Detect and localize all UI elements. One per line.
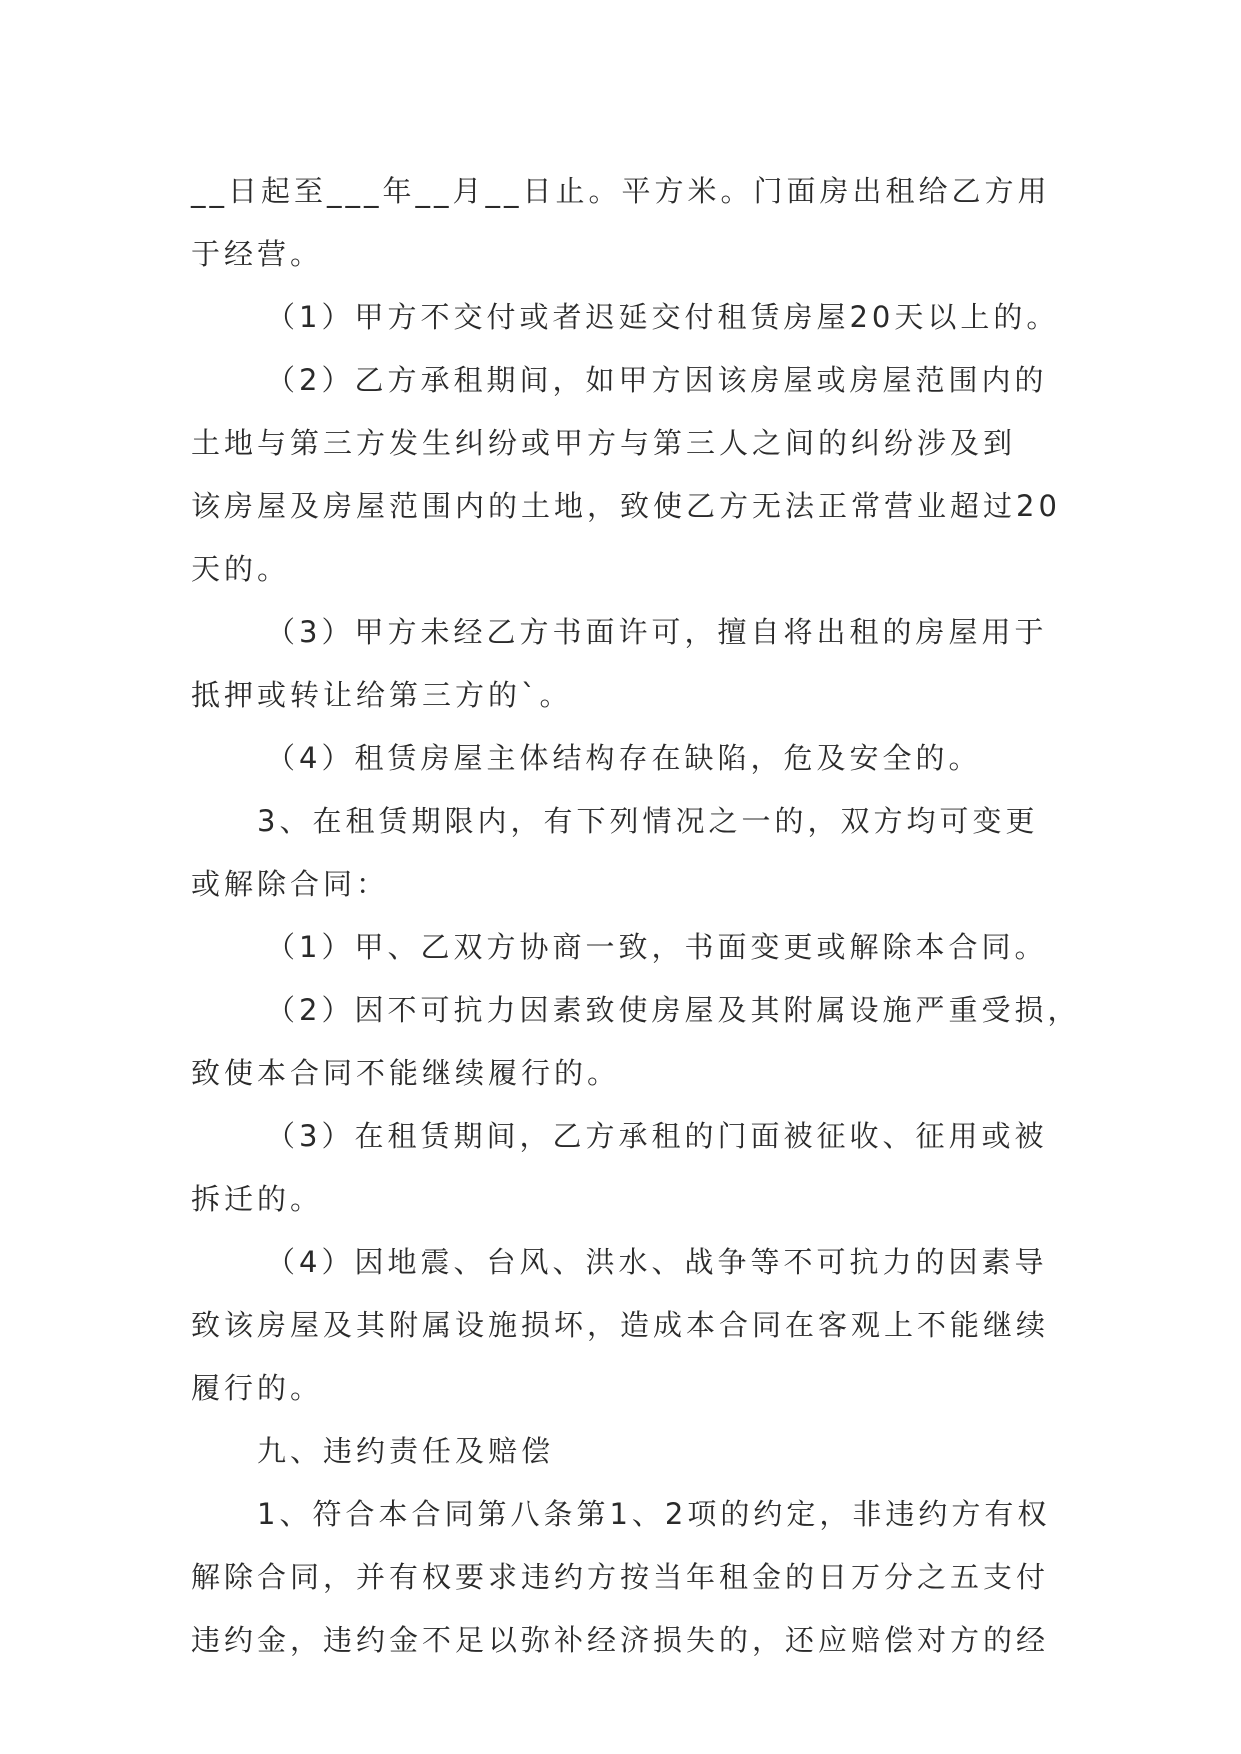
text-line: __日起至___年__月__日止。平方米。门面房出租给乙方用 [191, 174, 1051, 208]
text-line: （2）因不可抗力因素致使房屋及其附属设施严重受损， [266, 993, 1081, 1027]
text-line: 拆迁的。 [191, 1182, 324, 1216]
text-line: 该房屋及房屋范围内的土地，致使乙方无法正常营业超过20 [191, 489, 1061, 523]
text-line: 3、在租赁期限内，有下列情况之一的，双方均可变更 [257, 804, 1039, 838]
text-line: 致该房屋及其附属设施损坏，造成本合同在客观上不能继续 [191, 1308, 1050, 1342]
text-line: 或解除合同： [191, 867, 390, 901]
text-line: （1）甲、乙双方协商一致，书面变更或解除本合同。 [266, 930, 1048, 964]
document-body [191, 160, 1081, 1672]
text-line: 于经营。 [191, 237, 324, 271]
text-line: （3）在租赁期间，乙方承租的门面被征收、征用或被 [266, 1119, 1048, 1153]
text-line: （1）甲方不交付或者迟延交付租赁房屋20天以上的。 [266, 300, 1060, 334]
text-line: 天的。 [191, 552, 291, 586]
text-line: 致使本合同不能继续履行的。 [191, 1056, 621, 1090]
text-line: 土地与第三方发生纠纷或甲方与第三人之间的纠纷涉及到 [191, 426, 1017, 460]
text-line: 1、符合本合同第八条第1、2项的约定，非违约方有权 [257, 1497, 1051, 1531]
text-line: 违约金，违约金不足以弥补经济损失的，还应赔偿对方的经 [191, 1623, 1050, 1657]
text-line: （4）租赁房屋主体结构存在缺陷，危及安全的。 [266, 741, 982, 775]
text-line: 抵押或转让给第三方的`。 [191, 678, 573, 712]
text-line: （3）甲方未经乙方书面许可，擅自将出租的房屋用于 [266, 615, 1048, 649]
text-line: 解除合同，并有权要求违约方按当年租金的日万分之五支付 [191, 1560, 1050, 1594]
section-heading: 九、违约责任及赔偿 [257, 1434, 555, 1468]
text-line: （2）乙方承租期间，如甲方因该房屋或房屋范围内的 [266, 363, 1048, 397]
text-line: 履行的。 [191, 1371, 324, 1405]
text-line: （4）因地震、台风、洪水、战争等不可抗力的因素导 [266, 1245, 1048, 1279]
